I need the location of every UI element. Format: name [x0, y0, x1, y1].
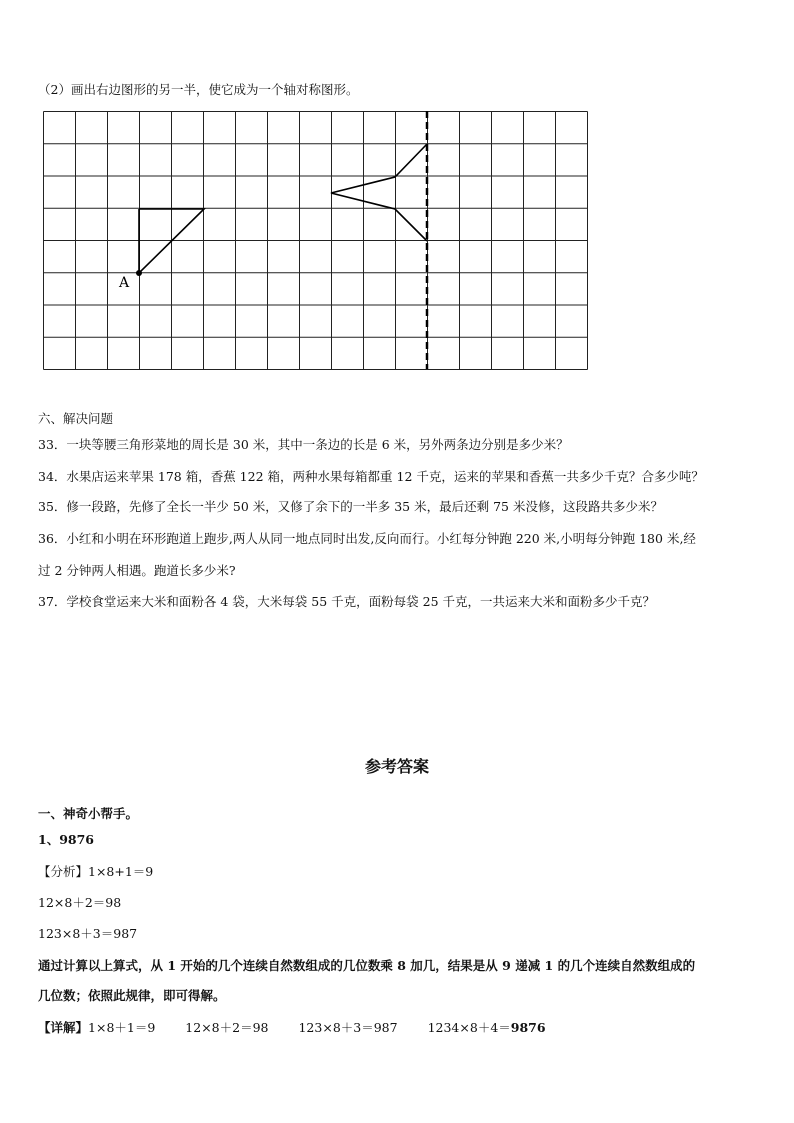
explanation-line-2: 几位数；依照此规律，即可得解。	[38, 988, 226, 1003]
detail-eq4-prefix: 1234×8＋4＝	[427, 1020, 511, 1035]
half-figure-shape	[331, 144, 427, 241]
section-6-heading: 六、解决问题	[38, 411, 114, 426]
answers-part1-heading: 一、神奇小帮手。	[38, 806, 139, 821]
analysis-line-1: 【分析】1×8+1＝9	[38, 864, 154, 879]
detail-eq4-result: 9876	[510, 1020, 546, 1035]
problem-36-line2: 过 2 分钟两人相遇。跑道长多少米?	[38, 563, 236, 578]
analysis-line-3: 123×8＋3＝987	[38, 926, 138, 941]
detail-label: 【详解】	[38, 1020, 89, 1035]
detail-eq3: 123×8＋3＝987	[298, 1020, 398, 1035]
drawing-grid	[43, 111, 588, 371]
detail-line	[38, 1020, 546, 1036]
point-a-dot	[136, 270, 142, 276]
analysis-line-2: 12×8＋2＝98	[38, 895, 122, 910]
grid-lines	[44, 112, 588, 370]
problem-35: 35．修一段路，先修了全长一半少 50 米，又修了余下的一半多 35 米，最后还剩 75 米没修，这段路共多少米？	[38, 499, 663, 514]
problem-33: 33．一块等腰三角形菜地的周长是 30 米，其中一条边的长是 6 米，另外两条边分别是多少米？	[38, 437, 569, 452]
problem-36-line1: 36．小红和小明在环形跑道上跑步,两人从同一地点同时出发,反向而行。小红每分钟跑 220 米,小明每分钟跑 180 米,经	[38, 531, 696, 546]
problem-37: 37．学校食堂运来大米和面粉各 4 袋，大米每袋 55 千克，面粉每袋 25 千克，一共运来大米和面粉多少千克？	[38, 594, 656, 609]
detail-eq2: 12×8＋2＝98	[185, 1020, 269, 1035]
detail-eq1: 1×8＋1＝9	[88, 1020, 156, 1035]
explanation-line-1: 通过计算以上算式，从 1 开始的几个连续自然数组成的几位数乘 8 加几，结果是从 9 递减 1 的几个连续自然数组成的	[38, 958, 696, 973]
answers-title: 参考答案	[364, 757, 429, 776]
point-a-label: A	[119, 275, 130, 291]
problem-34: 34．水果店运来苹果 178 箱，香蕉 122 箱，两种水果每箱都重 12 千克，运来的苹果和香蕉一共多少千克？合多少吨？	[38, 469, 704, 484]
q1-answer: 1、9876	[38, 832, 94, 847]
question-2-label: （2）画出右边图形的另一半，使它成为一个轴对称图形。	[38, 82, 359, 97]
